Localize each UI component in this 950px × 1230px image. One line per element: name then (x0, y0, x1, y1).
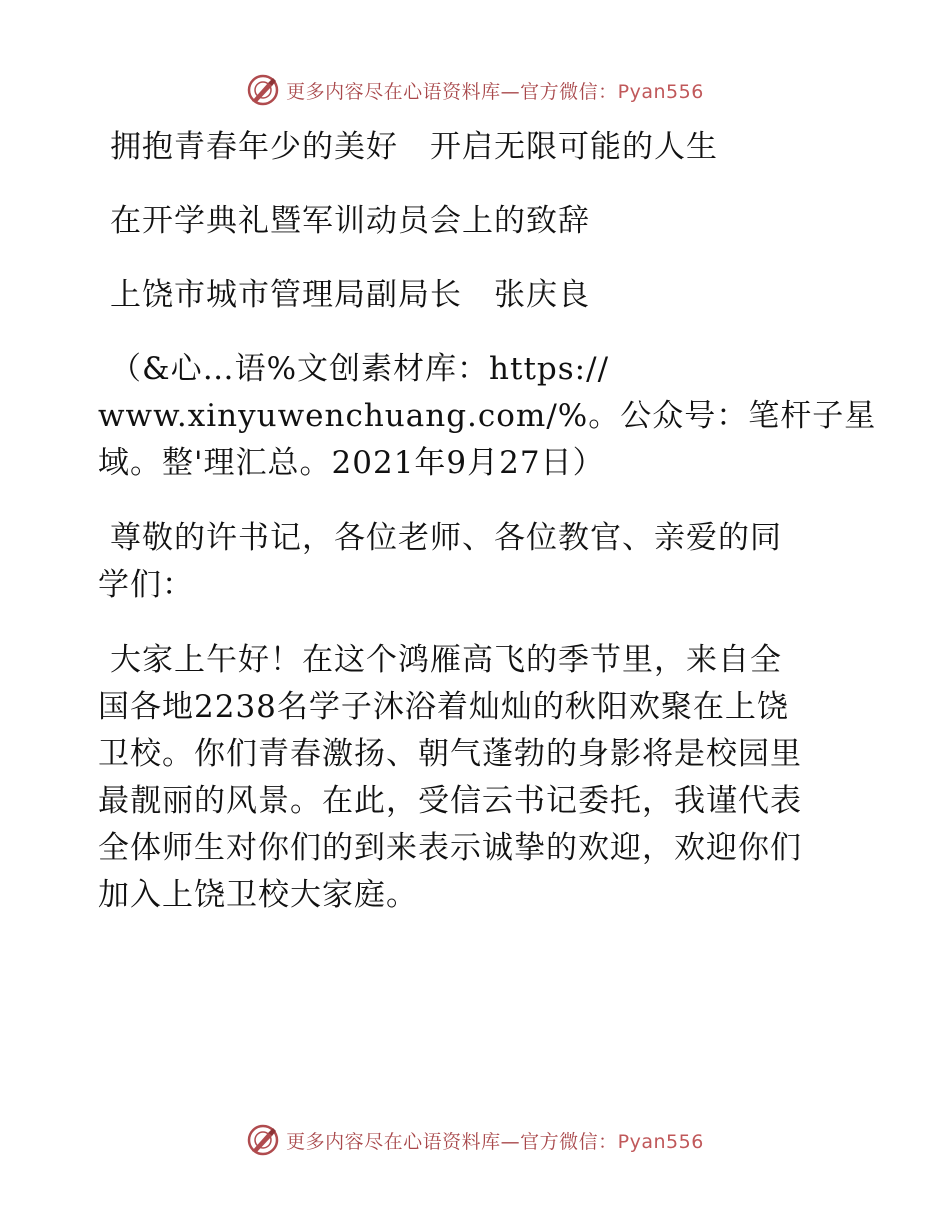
body-line: 国各地2238名学子沐浴着灿灿的秋阳欢聚在上饶 (98, 689, 789, 725)
source-note-line: （&心…语%文创素材库：https:// (110, 351, 610, 387)
footer-watermark-banner (0, 1120, 950, 1160)
document-subtitle: 在开学典礼暨军训动员会上的致辞 (110, 203, 590, 239)
body-line: 全体师生对你们的到来表示诚挚的欢迎，欢迎你们 (98, 830, 802, 866)
body-line: 加入上饶卫校大家庭。 (98, 877, 418, 913)
banner-text: 更多内容尽在心语资料库—官方微信：Pyan556 (286, 1130, 704, 1153)
document-title: 拥抱青春年少的美好 开启无限可能的人生 (110, 129, 718, 165)
document-body (98, 124, 877, 919)
source-note-line: 域。整'理汇总。2021年9月27日） (98, 445, 605, 481)
source-note-line: www.xinyuwenchuang.com/%。公众号：笔杆子星 (98, 398, 877, 434)
body-line: 最靓丽的风景。在此，受信云书记委托，我谨代表 (98, 783, 802, 819)
salutation-line: 学们： (98, 567, 194, 603)
header-watermark-banner (0, 70, 950, 110)
document-author: 上饶市城市管理局副局长 张庆良 (110, 277, 590, 313)
body-line: 卫校。你们青春激扬、朝气蓬勃的身影将是校园里 (98, 736, 802, 772)
banner-text: 更多内容尽在心语资料库—官方微信：Pyan556 (286, 80, 704, 103)
body-line: 大家上午好！在这个鸿雁高飞的季节里，来自全 (110, 642, 782, 678)
pen-seal-logo-icon (246, 1123, 280, 1157)
salutation-line: 尊敬的许书记，各位老师、各位教官、亲爱的同 (110, 520, 782, 556)
pen-seal-logo-icon (246, 73, 280, 107)
